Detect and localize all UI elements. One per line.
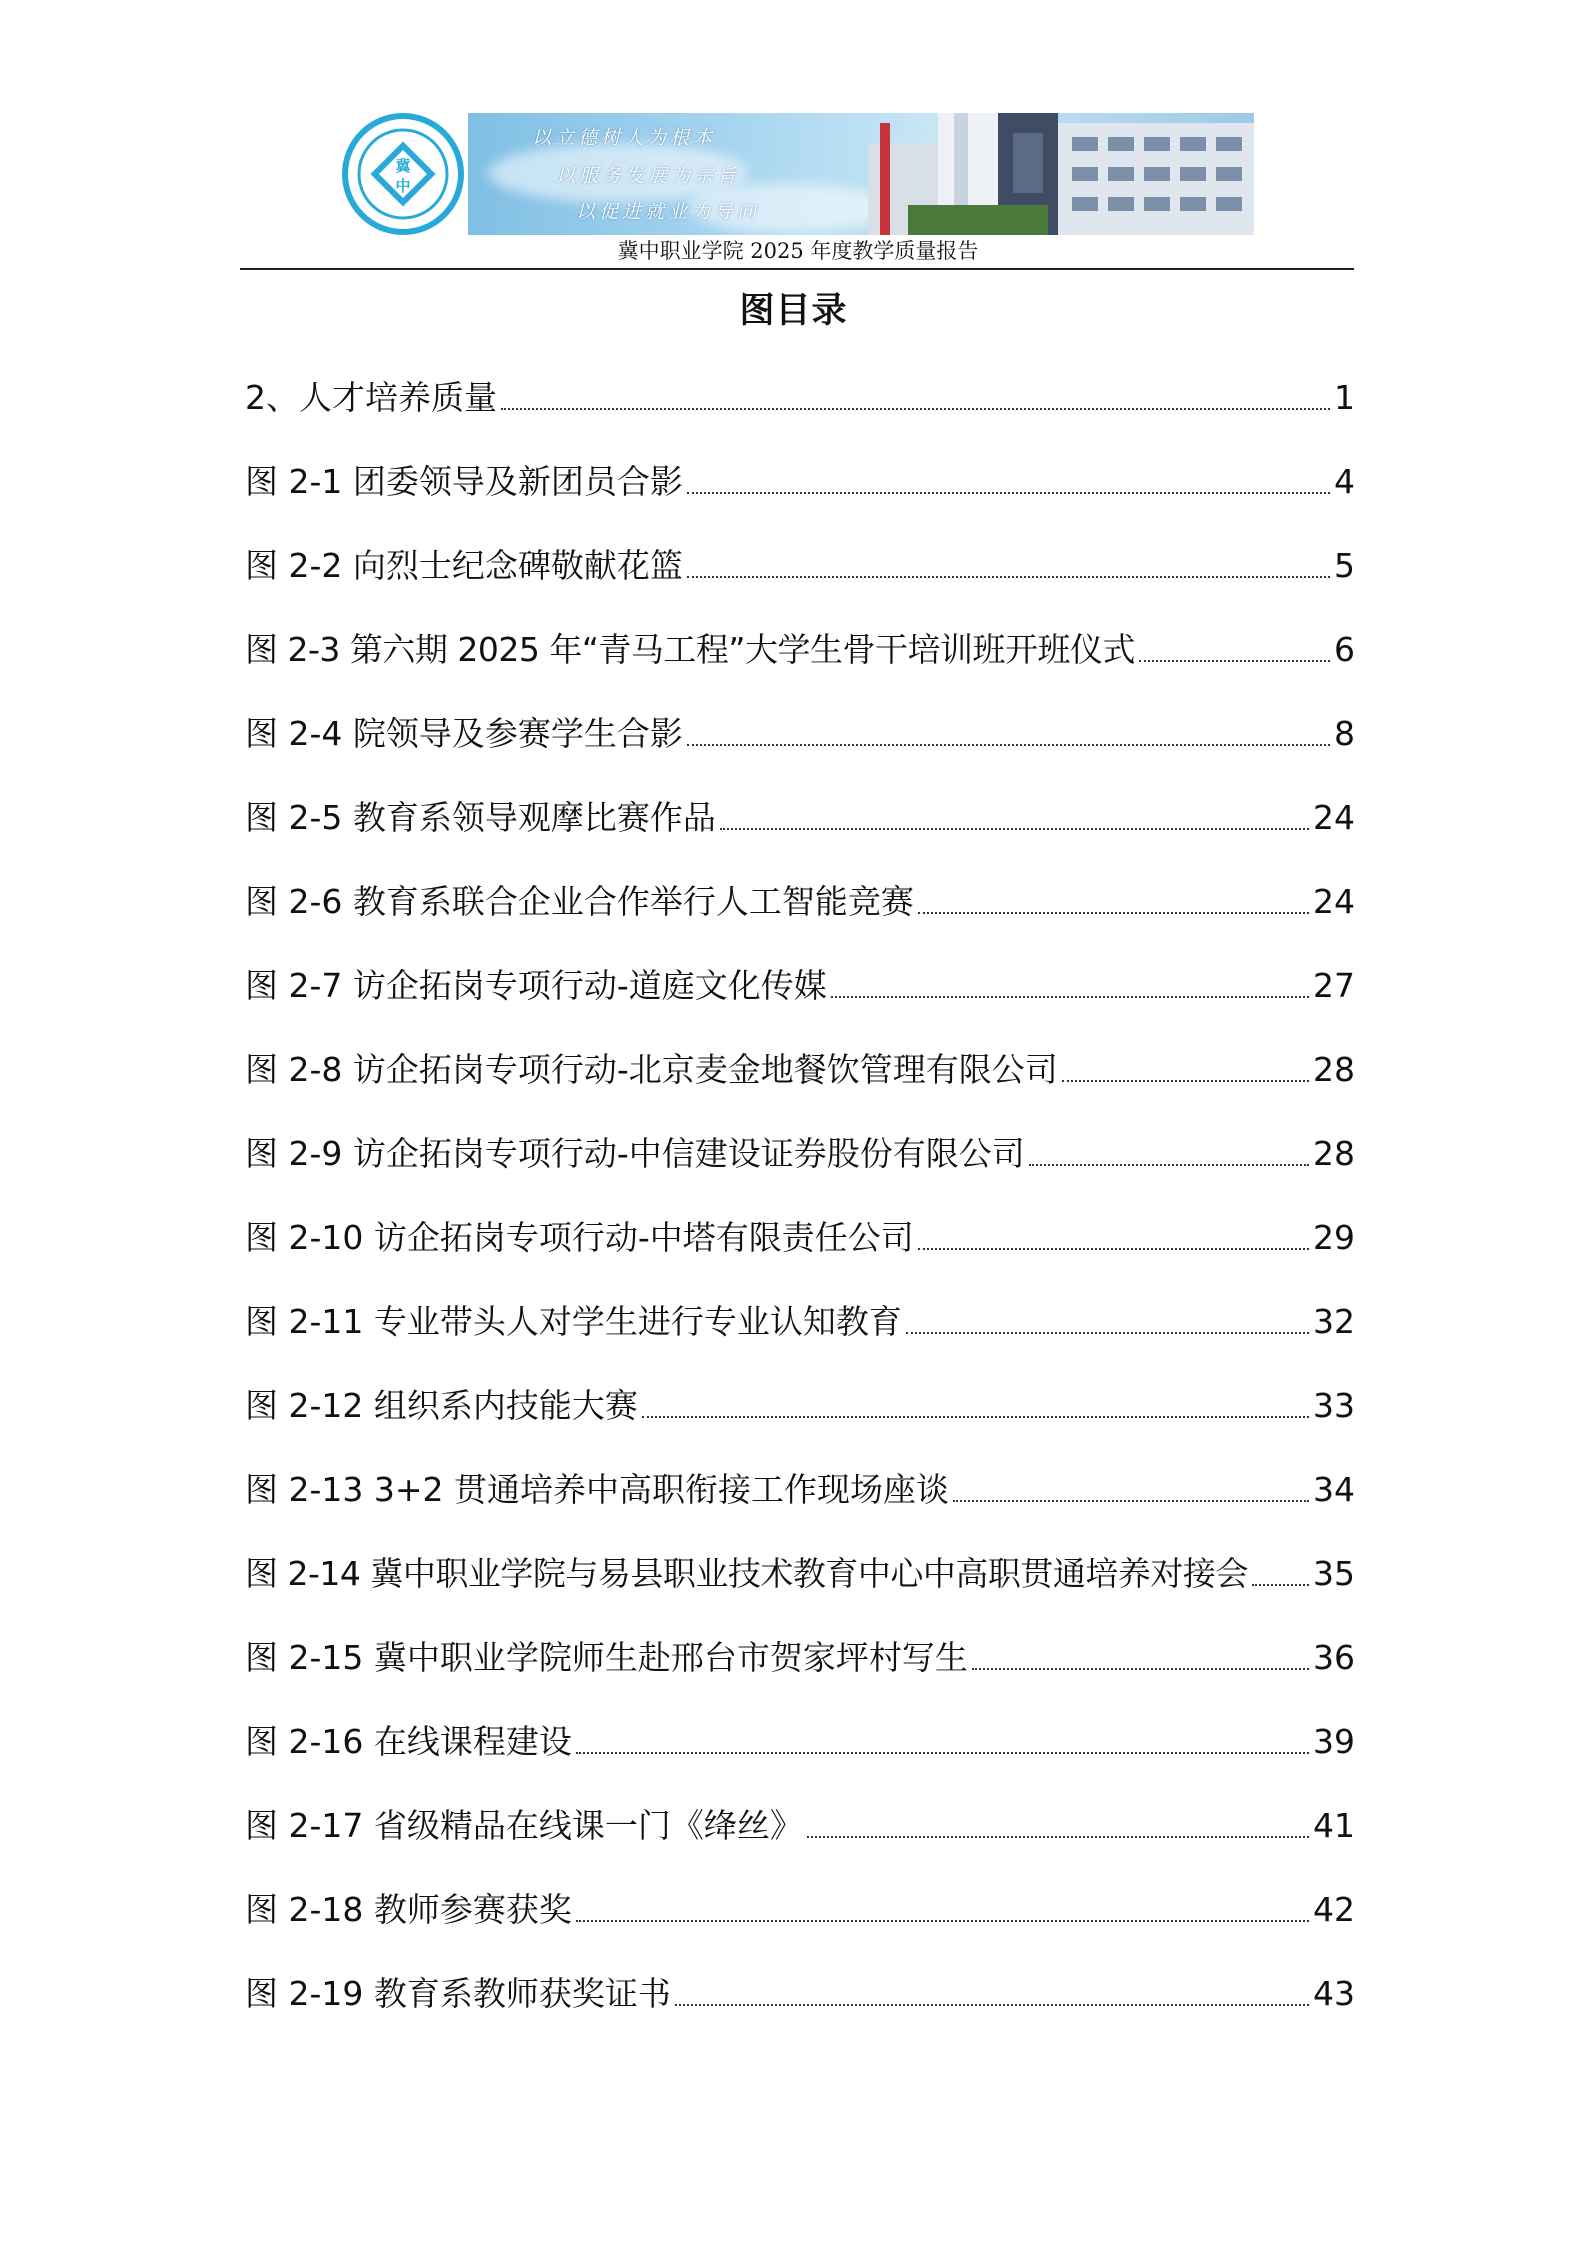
toc-entry[interactable] bbox=[245, 626, 1355, 674]
toc-entry-page: 5 bbox=[1334, 546, 1355, 585]
dot-leader bbox=[687, 576, 1330, 578]
toc-entry-page: 24 bbox=[1313, 882, 1355, 921]
toc-entry-label: 图 2-4 院领导及参赛学生合影 bbox=[245, 714, 683, 753]
toc-entry[interactable] bbox=[245, 1718, 1355, 1766]
toc-entry-page: 1 bbox=[1334, 378, 1355, 417]
page-title: 图目录 bbox=[739, 291, 848, 331]
toc-entry-page: 32 bbox=[1313, 1302, 1355, 1341]
toc-entry-label: 图 2-11 专业带头人对学生进行专业认知教育 bbox=[245, 1302, 902, 1341]
toc-entry-page: 28 bbox=[1313, 1134, 1355, 1173]
toc-entry-label: 图 2-14 冀中职业学院与易县职业技术教育中心中高职贯通培养对接会 bbox=[245, 1554, 1248, 1593]
toc-entry[interactable] bbox=[245, 1886, 1355, 1934]
toc-entry[interactable] bbox=[245, 542, 1355, 590]
dot-leader bbox=[953, 1500, 1309, 1502]
dot-leader bbox=[1139, 660, 1330, 662]
toc-entry[interactable] bbox=[245, 1634, 1355, 1682]
toc-entry-label: 图 2-8 访企拓岗专项行动-北京麦金地餐饮管理有限公司 bbox=[245, 1050, 1058, 1089]
toc-entry-label: 图 2-5 教育系领导观摩比赛作品 bbox=[245, 798, 716, 837]
toc-entry-page: 6 bbox=[1334, 630, 1355, 669]
header-caption: 冀中职业学院 2025 年度教学质量报告 bbox=[617, 239, 979, 263]
toc-entry[interactable] bbox=[245, 374, 1355, 422]
toc-entry-label: 图 2-17 省级精品在线课一门《绛丝》 bbox=[245, 1806, 803, 1845]
dot-leader bbox=[906, 1332, 1309, 1334]
toc-entry-label: 图 2-12 组织系内技能大赛 bbox=[245, 1386, 638, 1425]
dot-leader bbox=[1252, 1584, 1309, 1586]
toc-entry-label: 图 2-9 访企拓岗专项行动-中信建设证券股份有限公司 bbox=[245, 1134, 1025, 1173]
toc-entry[interactable] bbox=[245, 710, 1355, 758]
seal-char-top: 冀 bbox=[395, 157, 411, 175]
toc-entry[interactable] bbox=[245, 458, 1355, 506]
toc-entry[interactable] bbox=[245, 794, 1355, 842]
toc-entry-page: 28 bbox=[1313, 1050, 1355, 1089]
dot-leader bbox=[918, 912, 1309, 914]
toc-entry-label: 图 2-18 教师参赛获奖 bbox=[245, 1890, 572, 1929]
dot-leader bbox=[831, 996, 1309, 998]
toc-entry-label: 图 2-19 教育系教师获奖证书 bbox=[245, 1974, 671, 2013]
toc-entry-label: 图 2-6 教育系联合企业合作举行人工智能竞赛 bbox=[245, 882, 914, 921]
toc-entry[interactable] bbox=[245, 1970, 1355, 2018]
toc-entry-label: 图 2-13 3+2 贯通培养中高职衔接工作现场座谈 bbox=[245, 1470, 950, 1509]
toc-entry-label: 图 2-2 向烈士纪念碑敬献花篮 bbox=[245, 546, 683, 585]
toc-entry[interactable] bbox=[245, 1130, 1355, 1178]
toc-entry-page: 42 bbox=[1313, 1890, 1355, 1929]
toc-entry[interactable] bbox=[245, 1298, 1355, 1346]
dot-leader bbox=[1029, 1164, 1309, 1166]
dot-leader bbox=[1062, 1080, 1309, 1082]
toc-entry-page: 27 bbox=[1313, 966, 1355, 1005]
dot-leader bbox=[576, 1920, 1309, 1922]
toc-entry-page: 36 bbox=[1313, 1638, 1355, 1677]
dot-leader bbox=[642, 1416, 1309, 1418]
seal-char-bottom: 中 bbox=[395, 177, 411, 195]
dot-leader bbox=[720, 828, 1309, 830]
toc-entry-page: 43 bbox=[1313, 1974, 1355, 2013]
toc-entry[interactable] bbox=[245, 1802, 1355, 1850]
slogan-line-3: 以促进就业为导向 bbox=[576, 201, 761, 223]
dot-leader bbox=[675, 2004, 1309, 2006]
toc-entry-label: 图 2-10 访企拓岗专项行动-中塔有限责任公司 bbox=[245, 1218, 914, 1257]
toc-entry-page: 29 bbox=[1313, 1218, 1355, 1257]
toc-entry-page: 24 bbox=[1313, 798, 1355, 837]
toc-entry-label: 图 2-1 团委领导及新团员合影 bbox=[245, 462, 683, 501]
dot-leader bbox=[972, 1668, 1309, 1670]
toc-entry-label: 图 2-7 访企拓岗专项行动-道庭文化传媒 bbox=[245, 966, 827, 1005]
toc-entry[interactable] bbox=[245, 878, 1355, 926]
toc-entry[interactable] bbox=[245, 1550, 1355, 1598]
toc-entry-label: 图 2-16 在线课程建设 bbox=[245, 1722, 572, 1761]
toc-entry-page: 39 bbox=[1313, 1722, 1355, 1761]
dot-leader bbox=[576, 1752, 1309, 1754]
toc-entry-page: 34 bbox=[1313, 1470, 1355, 1509]
toc-entry[interactable] bbox=[245, 1382, 1355, 1430]
toc-entry-page: 33 bbox=[1313, 1386, 1355, 1425]
dot-leader bbox=[501, 408, 1330, 410]
dot-leader bbox=[687, 492, 1330, 494]
toc-entry[interactable] bbox=[245, 1466, 1355, 1514]
toc-entry-page: 41 bbox=[1313, 1806, 1355, 1845]
slogan-line-2: 以服务发展为宗旨 bbox=[556, 165, 741, 187]
toc-entry-label: 2、人才培养质量 bbox=[245, 378, 497, 417]
toc-entry[interactable] bbox=[245, 962, 1355, 1010]
toc-entry-label: 图 2-3 第六期 2025 年“青马工程”大学生骨干培训班开班仪式 bbox=[245, 630, 1136, 669]
dot-leader bbox=[807, 1836, 1309, 1838]
dot-leader bbox=[918, 1248, 1309, 1250]
toc-entry-page: 35 bbox=[1313, 1554, 1355, 1593]
slogan-line-1: 以立德树人为根本 bbox=[532, 127, 717, 149]
toc-entry-page: 8 bbox=[1334, 714, 1355, 753]
toc-entry-page: 4 bbox=[1334, 462, 1355, 501]
dot-leader bbox=[687, 744, 1330, 746]
toc-entry[interactable] bbox=[245, 1214, 1355, 1262]
toc-entry-label: 图 2-15 冀中职业学院师生赴邢台市贺家坪村写生 bbox=[245, 1638, 968, 1677]
toc-entry[interactable] bbox=[245, 1046, 1355, 1094]
